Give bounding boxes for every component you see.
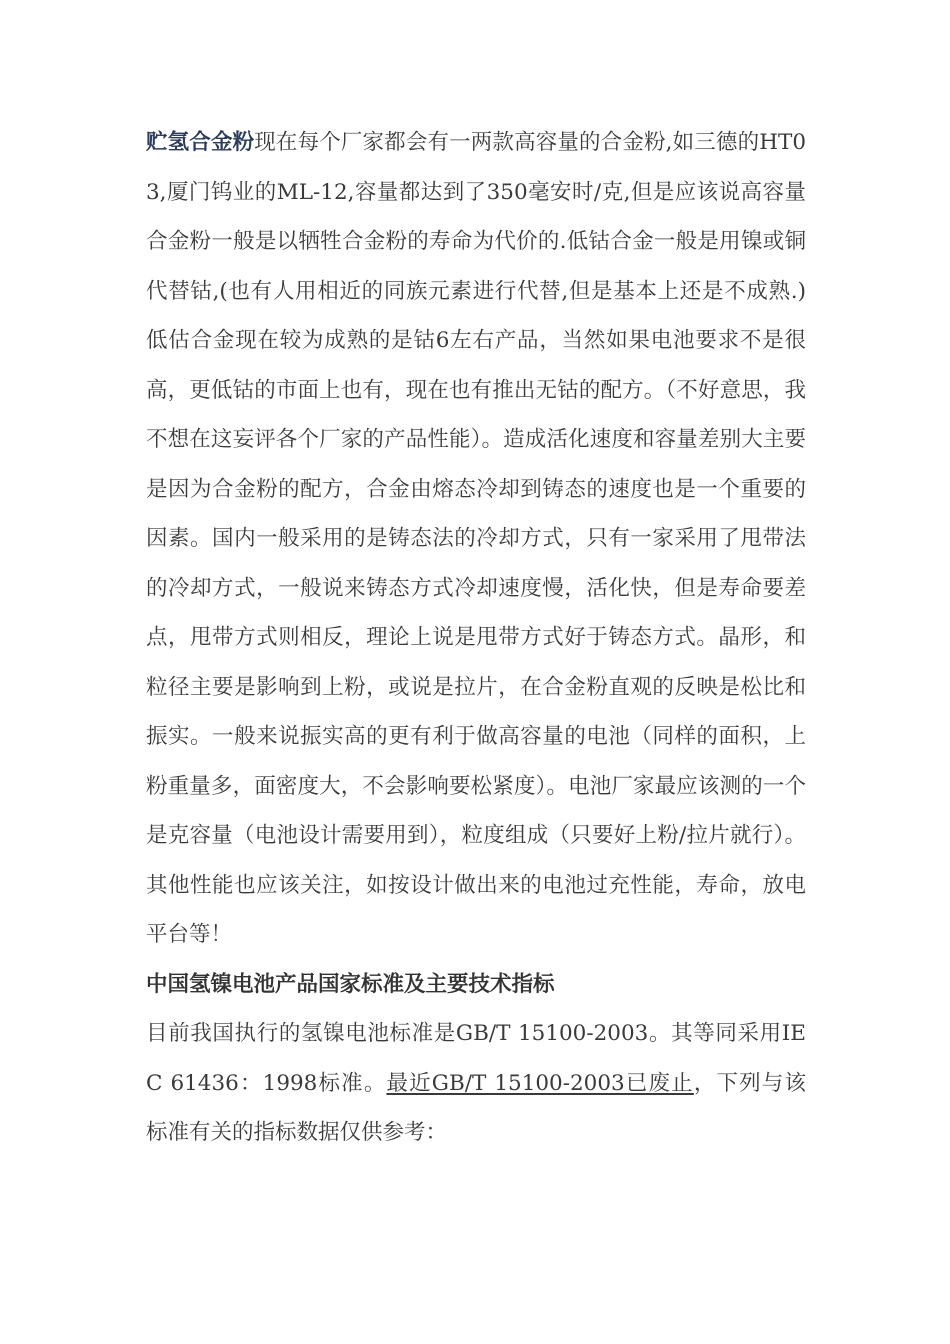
alloy-powder-paragraph: [146, 118, 806, 960]
section-heading: 中国氢镍电池产品国家标准及主要技术指标: [146, 971, 555, 997]
standard-text-before: 目前我国执行的氢镍电池标准是GB/T 15100-2003。其等同采用IEC 61436：1998标准。: [146, 1021, 806, 1096]
standard-paragraph: [146, 1009, 806, 1158]
document-body: [146, 118, 806, 1158]
alloy-powder-text: 现在每个厂家都会有一两款高容量的合金粉,如三德的HT03,厦门钨业的ML-12,容量都达到了350毫安时/克,但是应该说高容量合金粉一般是以牺牲合金粉的寿命为代价的.低钴合金一般是用镍或铜代替钴,(也有人用相近的同族元素进行代替,但是基本上还是不成熟.)低估合金现在较为成熟的是钴6左右产品，当然如果电池要求不是很高，更低钴的市面上也有，现在也有推出无钴的配方。（不好意思，我不想在这妄评各个厂家的产品性能）。造成活化速度和容量差别大主要是因为合金粉的配方，合金由熔态冷却到铸态的速度也是一个重要的因素。国内一般采用的是铸态法的冷却方式，只有一家采用了甩带法的冷却方式，一般说来铸态方式冷却速度慢，活化快，但是寿命要差点，甩带方式则相反，理论上说是甩带方式好于铸态方式。晶形，和粒径主要是影响到上粉，或说是拉片，在合金粉直观的反映是松比和振实。一般来说振实高的更有利于做高容量的电池（同样的面积，上粉重量多，面密度大，不会影响要松紧度）。电池厂家最应该测的一个是克容量（电池设计需要用到），粒度组成（只要好上粉/拉片就行）。其他性能也应该关注，如按设计做出来的电池过充性能，寿命，放电平台等！: [146, 130, 806, 947]
standard-abolished-note: 最近GB/T 15100-2003已废止: [386, 1070, 694, 1096]
standard-text-after: ，下列与该标准有关的指标数据仅供参考：: [146, 1070, 806, 1145]
alloy-powder-term: 贮氢合金粉: [146, 130, 255, 155]
